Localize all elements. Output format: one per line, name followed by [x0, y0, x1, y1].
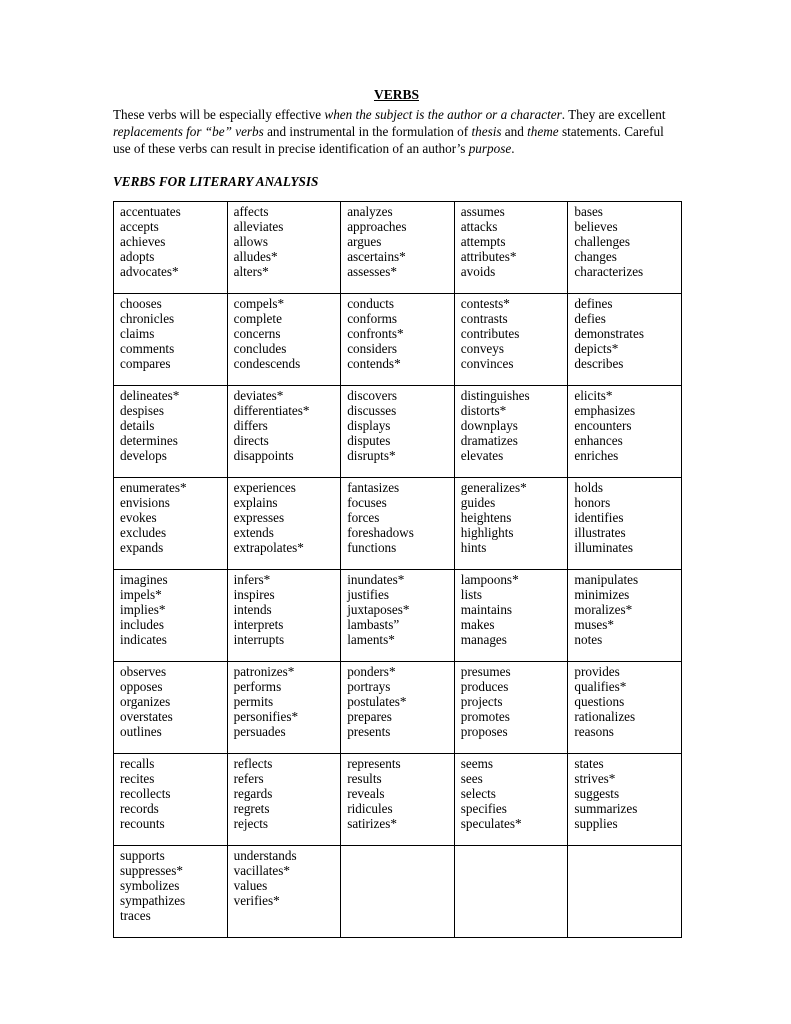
- verb: argues: [347, 234, 382, 249]
- verb: maintains: [460, 602, 513, 617]
- verb-cell: [568, 478, 682, 570]
- verb: accepts: [120, 219, 159, 234]
- table-row: [114, 202, 682, 294]
- intro-text: and instrumental in the formulation of: [263, 124, 472, 139]
- verb: adopts: [120, 249, 155, 264]
- verb: ascertains*: [347, 249, 406, 264]
- verb: envisions: [120, 495, 170, 510]
- verb: expresses: [233, 510, 285, 525]
- verb: specifies: [460, 801, 507, 816]
- verb-cell: [114, 570, 228, 662]
- table-row: [114, 754, 682, 846]
- verb: focuses: [347, 495, 387, 510]
- verb: changes: [574, 249, 617, 264]
- verb: lists: [460, 587, 483, 602]
- verb: prepares: [347, 709, 392, 724]
- verb: differs: [233, 418, 268, 433]
- verb: satirizes*: [347, 816, 397, 831]
- verb: attacks: [460, 219, 498, 234]
- verb-cell: [341, 754, 455, 846]
- verb-cell: [114, 754, 228, 846]
- verb: produces: [460, 679, 509, 694]
- intro-italic-replacements: replacements for “be” verbs: [113, 124, 264, 139]
- verb: alludes*: [233, 249, 278, 264]
- verb: contends*: [347, 356, 401, 371]
- verb: enhances: [574, 433, 623, 448]
- verb: avoids: [460, 264, 496, 279]
- verb: speculates*: [460, 816, 522, 831]
- verb: values: [233, 878, 268, 893]
- verb: traces: [120, 908, 151, 923]
- intro-italic-thesis: thesis: [471, 124, 502, 139]
- verb: accentuates: [120, 204, 181, 219]
- verb: delineates*: [120, 388, 180, 403]
- verb: rejects: [233, 816, 269, 831]
- verb-cell: [114, 202, 228, 294]
- verb: questions: [574, 694, 625, 709]
- verb: characterizes: [574, 264, 644, 279]
- verb: demonstrates: [574, 326, 644, 341]
- table-row: [114, 294, 682, 386]
- verb: illustrates: [574, 525, 626, 540]
- verb: generalizes*: [460, 480, 527, 495]
- verb: honors: [574, 495, 611, 510]
- verb: distorts*: [460, 403, 507, 418]
- verb: foreshadows: [347, 525, 414, 540]
- verb: defines: [574, 296, 613, 311]
- verb: discusses: [347, 403, 397, 418]
- verb-cell: [341, 846, 455, 938]
- verb: alters*: [233, 264, 269, 279]
- verb-cell: [568, 754, 682, 846]
- verb: attempts: [460, 234, 506, 249]
- verb: persuades: [233, 724, 286, 739]
- verb: advocates*: [120, 264, 179, 279]
- verb: supplies: [574, 816, 618, 831]
- verb-cell: [341, 294, 455, 386]
- verb: considers: [347, 341, 397, 356]
- verb: concludes: [233, 341, 287, 356]
- intro-text: and: [501, 124, 528, 139]
- verb: contributes: [460, 326, 520, 341]
- verb-cell: [568, 662, 682, 754]
- verb: conveys: [460, 341, 504, 356]
- verb: states: [574, 756, 604, 771]
- verb: opposes: [120, 679, 163, 694]
- verb-cell: [454, 386, 568, 478]
- verb: notes: [574, 632, 603, 647]
- verb-cell: [114, 662, 228, 754]
- verb: chronicles: [120, 311, 175, 326]
- verb-cell: [114, 294, 228, 386]
- verb: results: [347, 771, 382, 786]
- verb: imagines: [120, 572, 168, 587]
- verb: discovers: [347, 388, 397, 403]
- verb-cell: [341, 662, 455, 754]
- intro-text: statements. Careful use of these verbs can result in precise identification of an author’s: [113, 124, 664, 156]
- verb: summarizes: [574, 801, 638, 816]
- verb: conforms: [347, 311, 397, 326]
- verb: evokes: [120, 510, 157, 525]
- verb: sympathizes: [120, 893, 186, 908]
- verb-cell: [568, 294, 682, 386]
- verb: enumerates*: [120, 480, 187, 495]
- verb: seems: [460, 756, 494, 771]
- verb: assesses*: [347, 264, 398, 279]
- verb: lambasts”: [347, 617, 400, 632]
- verb: minimizes: [574, 587, 630, 602]
- verb: disputes: [347, 433, 391, 448]
- verb: indicates: [120, 632, 167, 647]
- verb: qualifies*: [574, 679, 627, 694]
- verb: dramatizes: [460, 433, 518, 448]
- verb-cell: [568, 202, 682, 294]
- verb: inundates*: [347, 572, 405, 587]
- verb: despises: [120, 403, 164, 418]
- verb: highlights: [460, 525, 514, 540]
- verb: confronts*: [347, 326, 404, 341]
- verb: develops: [120, 448, 167, 463]
- verb: performs: [233, 679, 282, 694]
- verb-cell: [341, 202, 455, 294]
- verb: inspires: [233, 587, 275, 602]
- verb: forces: [347, 510, 380, 525]
- verb-cell: [227, 662, 341, 754]
- verb: juxtaposes*: [347, 602, 410, 617]
- verb-cell: [114, 386, 228, 478]
- verb: rationalizes: [574, 709, 636, 724]
- verb: disappoints: [233, 448, 294, 463]
- verb: heightens: [460, 510, 512, 525]
- verb: elevates: [460, 448, 504, 463]
- verb: defies: [574, 311, 606, 326]
- verb: claims: [120, 326, 155, 341]
- verbs-table-body: [114, 202, 682, 938]
- verb-cell: [454, 294, 568, 386]
- verb: illuminates: [574, 540, 633, 555]
- verb-cell: [227, 846, 341, 938]
- verb: promotes: [460, 709, 510, 724]
- verb: projects: [460, 694, 503, 709]
- verb: regrets: [233, 801, 270, 816]
- verb: holds: [574, 480, 603, 495]
- verb: lampoons*: [460, 572, 519, 587]
- verb: includes: [120, 617, 164, 632]
- verbs-table: [113, 201, 682, 938]
- verb: affects: [233, 204, 269, 219]
- verb-cell: [227, 386, 341, 478]
- verb: permits: [233, 694, 274, 709]
- verb: recounts: [120, 816, 165, 831]
- verb-cell: [568, 570, 682, 662]
- verb: challenges: [574, 234, 631, 249]
- verb-cell: [227, 294, 341, 386]
- verb: distinguishes: [460, 388, 530, 403]
- verb: functions: [347, 540, 397, 555]
- verb: bases: [574, 204, 603, 219]
- intro-italic-theme: theme: [527, 124, 559, 139]
- intro-paragraph: [113, 106, 680, 157]
- verb: interprets: [233, 617, 284, 632]
- verb: makes: [460, 617, 495, 632]
- verb: contests*: [460, 296, 510, 311]
- verb: comments: [120, 341, 175, 356]
- verb: strives*: [574, 771, 616, 786]
- verb: excludes: [120, 525, 167, 540]
- intro-text: .: [511, 141, 515, 156]
- verb: chooses: [120, 296, 162, 311]
- verb: compels*: [233, 296, 285, 311]
- verb: enriches: [574, 448, 619, 463]
- verb: assumes: [460, 204, 505, 219]
- verb: suppresses*: [120, 863, 184, 878]
- verb: proposes: [460, 724, 508, 739]
- verb: determines: [120, 433, 178, 448]
- verb: patronizes*: [233, 664, 295, 679]
- verb: selects: [460, 786, 496, 801]
- verb: reasons: [574, 724, 614, 739]
- verb: emphasizes: [574, 403, 636, 418]
- verb: personifies*: [233, 709, 299, 724]
- verb: intends: [233, 602, 272, 617]
- verb: conducts: [347, 296, 395, 311]
- verb: elicits*: [574, 388, 613, 403]
- verb: displays: [347, 418, 391, 433]
- intro-text: These verbs will be especially effective: [113, 107, 325, 122]
- verb: presents: [347, 724, 391, 739]
- verb: details: [120, 418, 155, 433]
- verb: ridicules: [347, 801, 393, 816]
- verb: overstates: [120, 709, 173, 724]
- verb: sees: [460, 771, 483, 786]
- verb: muses*: [574, 617, 614, 632]
- verb-cell: [454, 662, 568, 754]
- table-row: [114, 478, 682, 570]
- verb: attributes*: [460, 249, 517, 264]
- section-heading: VERBS FOR LITERARY ANALYSIS: [113, 174, 319, 189]
- verb: verifies*: [233, 893, 280, 908]
- verb-cell: [227, 478, 341, 570]
- verb: experiences: [233, 480, 296, 495]
- verb: recites: [120, 771, 155, 786]
- verb: guides: [460, 495, 496, 510]
- verb: expands: [120, 540, 164, 555]
- verb: outlines: [120, 724, 162, 739]
- intro-italic-subject-clause: when the subject is the author or a character: [324, 107, 562, 122]
- table-row: [114, 846, 682, 938]
- verb: observes: [120, 664, 167, 679]
- verb: portrays: [347, 679, 391, 694]
- verb: fantasizes: [347, 480, 400, 495]
- verb: vacillates*: [233, 863, 290, 878]
- table-row: [114, 662, 682, 754]
- verb-cell: [114, 846, 228, 938]
- verb: reflects: [233, 756, 273, 771]
- verb: ponders*: [347, 664, 396, 679]
- verb: understands: [233, 848, 297, 863]
- verb: moralizes*: [574, 602, 633, 617]
- verb-cell: [227, 570, 341, 662]
- verb: manipulates: [574, 572, 639, 587]
- verb: believes: [574, 219, 618, 234]
- verb-cell: [454, 478, 568, 570]
- table-row: [114, 386, 682, 478]
- verb: manages: [460, 632, 507, 647]
- verb: records: [120, 801, 159, 816]
- verb: postulates*: [347, 694, 407, 709]
- verb: extends: [233, 525, 274, 540]
- verb-cell: [341, 570, 455, 662]
- verb: provides: [574, 664, 620, 679]
- verb: differentiates*: [233, 403, 310, 418]
- verb: contrasts: [460, 311, 508, 326]
- verb: achieves: [120, 234, 166, 249]
- verb: impels*: [120, 587, 162, 602]
- verb-cell: [454, 754, 568, 846]
- verb-cell: [568, 386, 682, 478]
- verb: disrupts*: [347, 448, 396, 463]
- verb-cell: [454, 202, 568, 294]
- verb: recollects: [120, 786, 171, 801]
- verb: downplays: [460, 418, 518, 433]
- verb: condescends: [233, 356, 301, 371]
- verb: symbolizes: [120, 878, 180, 893]
- verb: represents: [347, 756, 401, 771]
- verb: concerns: [233, 326, 281, 341]
- verb: justifies: [347, 587, 389, 602]
- verb: infers*: [233, 572, 271, 587]
- verb: extrapolates*: [233, 540, 304, 555]
- verb: supports: [120, 848, 165, 863]
- verb-cell: [341, 386, 455, 478]
- verb: encounters: [574, 418, 632, 433]
- verb: convinces: [460, 356, 514, 371]
- page-title: VERBS: [373, 87, 419, 102]
- verb-cell: [227, 202, 341, 294]
- verb: deviates*: [233, 388, 284, 403]
- verb: describes: [574, 356, 624, 371]
- verb: implies*: [120, 602, 166, 617]
- verb: interrupts: [233, 632, 285, 647]
- verb: explains: [233, 495, 278, 510]
- intro-italic-purpose: purpose: [468, 141, 512, 156]
- verb: complete: [233, 311, 282, 326]
- verb: analyzes: [347, 204, 393, 219]
- verb: refers: [233, 771, 264, 786]
- verb: directs: [233, 433, 269, 448]
- verb: reveals: [347, 786, 385, 801]
- verb-cell: [227, 754, 341, 846]
- verb: identifies: [574, 510, 624, 525]
- verb: alleviates: [233, 219, 284, 234]
- verb: allows: [233, 234, 269, 249]
- verb: suggests: [574, 786, 620, 801]
- intro-text: . They are excellent: [561, 107, 666, 122]
- verb: organizes: [120, 694, 171, 709]
- verb: regards: [233, 786, 273, 801]
- verb-cell: [454, 846, 568, 938]
- verb: approaches: [347, 219, 407, 234]
- verb: depicts*: [574, 341, 619, 356]
- verb: recalls: [120, 756, 155, 771]
- verb: compares: [120, 356, 171, 371]
- verb: presumes: [460, 664, 511, 679]
- verb: hints: [460, 540, 487, 555]
- verb-cell: [568, 846, 682, 938]
- verb-cell: [341, 478, 455, 570]
- verb-cell: [114, 478, 228, 570]
- verb: laments*: [347, 632, 395, 647]
- table-row: [114, 570, 682, 662]
- verb-cell: [454, 570, 568, 662]
